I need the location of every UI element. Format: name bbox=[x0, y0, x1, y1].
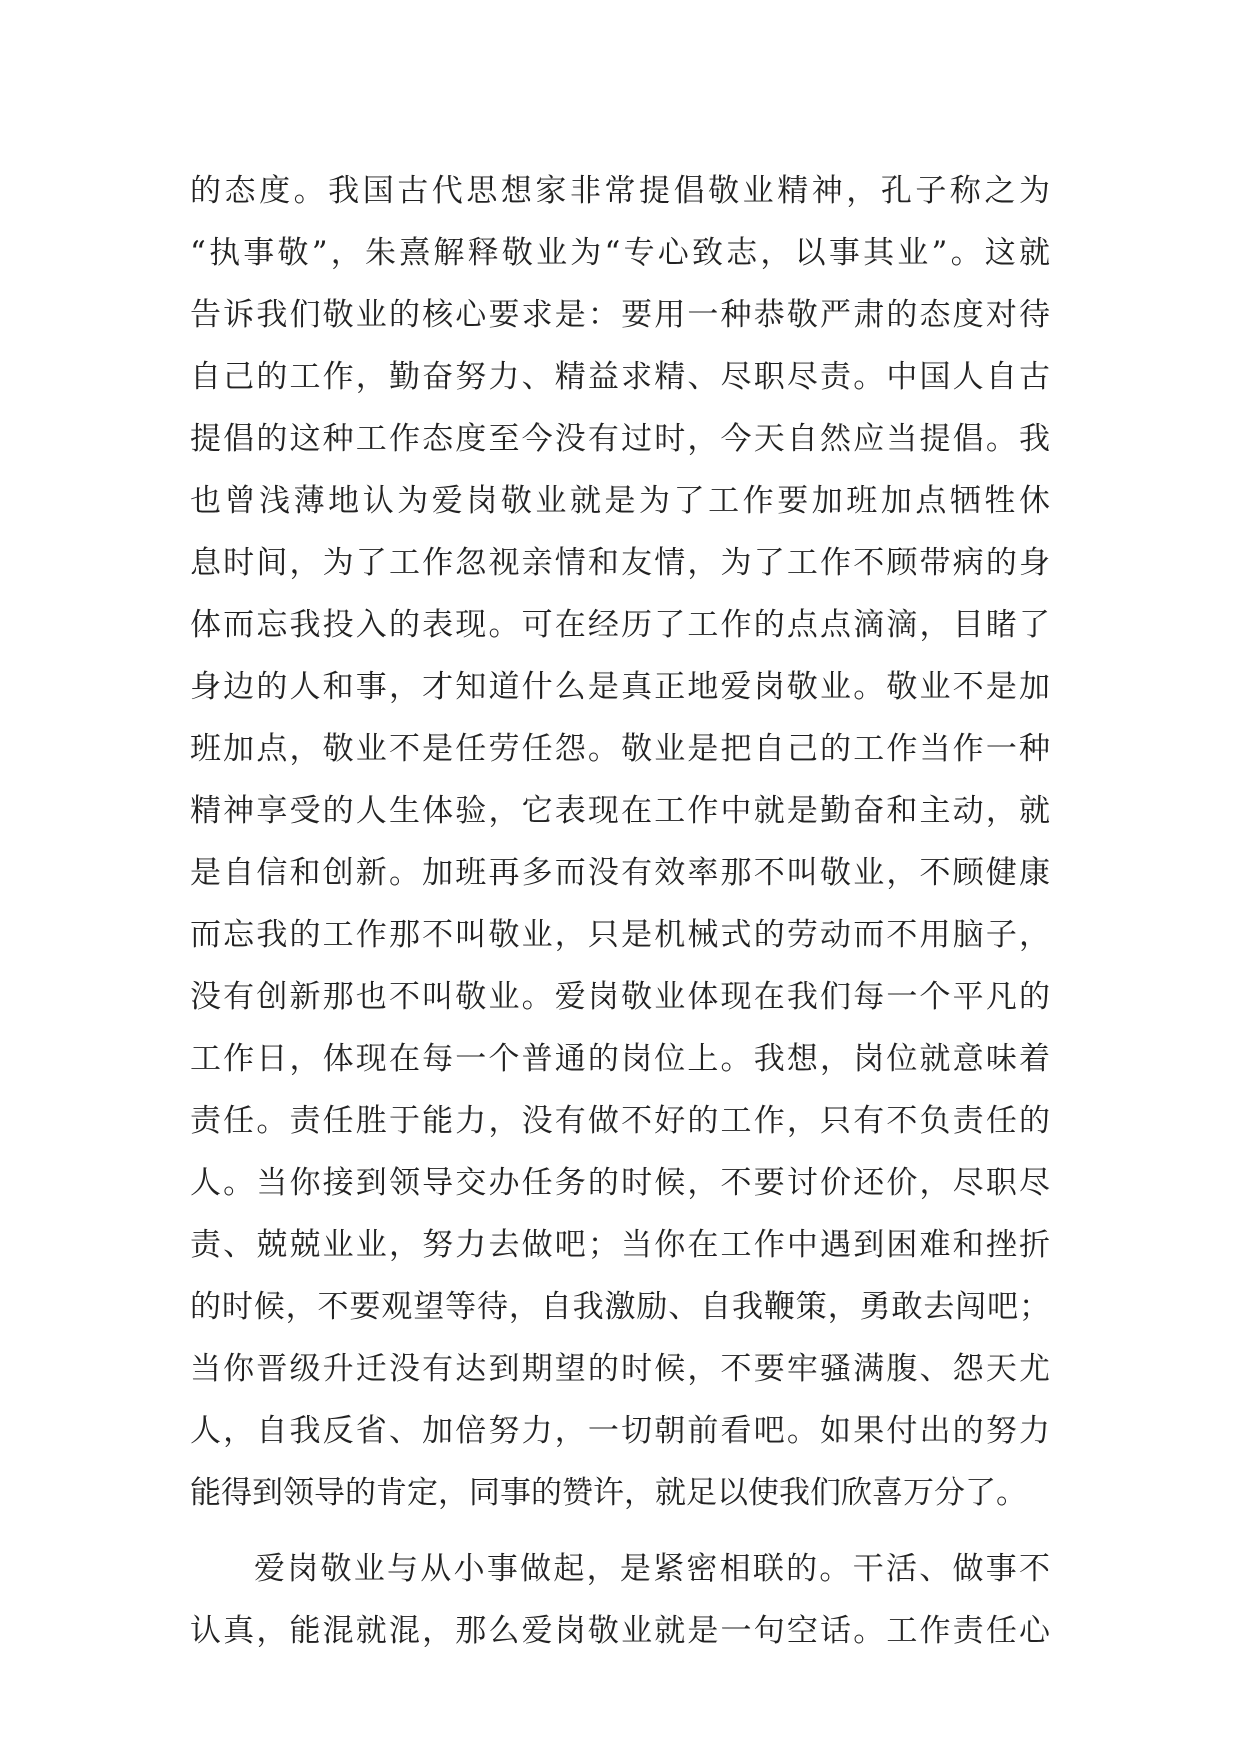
text-line: 身边的人和事，才知道什么是真正地爱岗敬业。敬业不是加 bbox=[190, 669, 1050, 705]
text-line: 爱岗敬业与从小事做起，是紧密相联的。干活、做事不 bbox=[254, 1551, 1050, 1587]
body-text bbox=[190, 160, 1050, 1662]
text-line: 工作日，体现在每一个普通的岗位上。我想，岗位就意味着 bbox=[190, 1041, 1050, 1077]
text-line: 而忘我的工作那不叫敬业，只是机械式的劳动而不用脑子， bbox=[190, 917, 1050, 953]
paragraph-2 bbox=[190, 1538, 1050, 1662]
text-line: 提倡的这种工作态度至今没有过时，今天自然应当提倡。我 bbox=[190, 421, 1050, 457]
text-line: 体而忘我投入的表现。可在经历了工作的点点滴滴，目睹了 bbox=[190, 607, 1050, 643]
text-line: “执事敬”，朱熹解释敬业为“专心致志，以事其业”。这就 bbox=[190, 235, 1050, 271]
text-line: 自己的工作，勤奋努力、精益求精、尽职尽责。中国人自古 bbox=[190, 359, 1050, 395]
text-line: 认真，能混就混，那么爱岗敬业就是一句空话。工作责任心 bbox=[190, 1613, 1050, 1649]
text-line: 的态度。我国古代思想家非常提倡敬业精神，孔子称之为 bbox=[190, 173, 1050, 209]
text-line: 精神享受的人生体验，它表现在工作中就是勤奋和主动，就 bbox=[190, 793, 1050, 829]
text-line: 人。当你接到领导交办任务的时候，不要讨价还价，尽职尽 bbox=[190, 1165, 1050, 1201]
text-line: 班加点，敬业不是任劳任怨。敬业是把自己的工作当作一种 bbox=[190, 731, 1050, 767]
text-line: 也曾浅薄地认为爱岗敬业就是为了工作要加班加点牺牲休 bbox=[190, 483, 1050, 519]
text-line: 责任。责任胜于能力，没有做不好的工作，只有不负责任的 bbox=[190, 1103, 1050, 1139]
paragraph-gap bbox=[190, 1524, 1050, 1538]
text-line: 责、兢兢业业，努力去做吧；当你在工作中遇到困难和挫折 bbox=[190, 1227, 1050, 1263]
text-line: 息时间，为了工作忽视亲情和友情，为了工作不顾带病的身 bbox=[190, 545, 1050, 581]
text-line: 是自信和创新。加班再多而没有效率那不叫敬业，不顾健康 bbox=[190, 855, 1050, 891]
text-line: 告诉我们敬业的核心要求是：要用一种恭敬严肃的态度对待 bbox=[190, 297, 1050, 333]
text-line: 人，自我反省、加倍努力，一切朝前看吧。如果付出的努力 bbox=[190, 1413, 1050, 1449]
text-line: 的时候，不要观望等待，自我激励、自我鞭策，勇敢去闯吧； bbox=[190, 1289, 1050, 1325]
text-line: 能得到领导的肯定，同事的赞许，就足以使我们欣喜万分了。 bbox=[190, 1475, 1027, 1511]
text-line: 没有创新那也不叫敬业。爱岗敬业体现在我们每一个平凡的 bbox=[190, 979, 1050, 1015]
paragraph-1 bbox=[190, 160, 1050, 1524]
text-line: 当你晋级升迁没有达到期望的时候，不要牢骚满腹、怨天尤 bbox=[190, 1351, 1050, 1387]
